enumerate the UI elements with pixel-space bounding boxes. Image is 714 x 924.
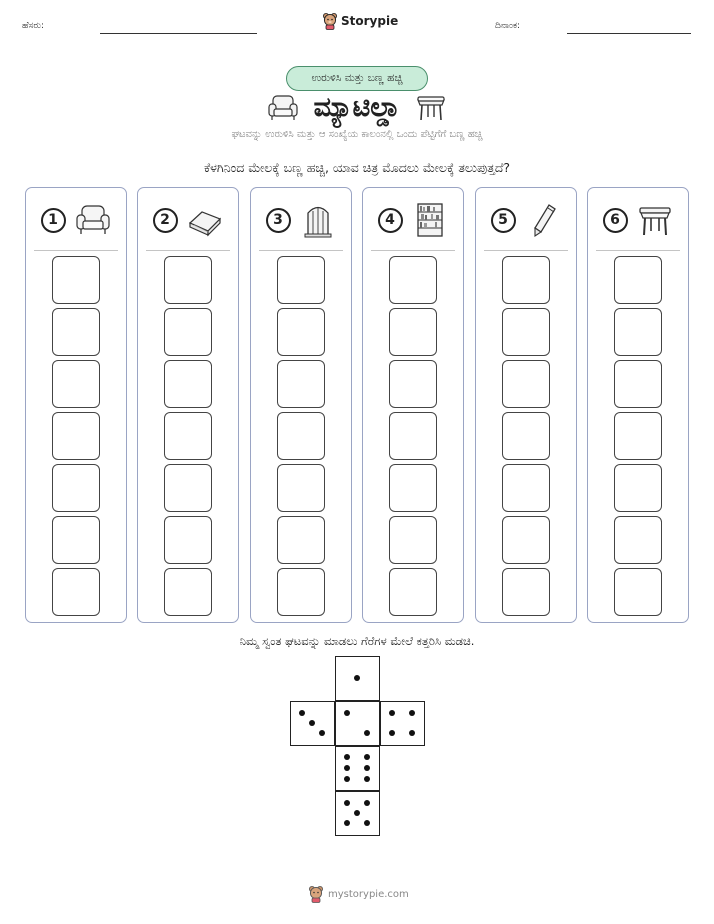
page-title: ಮ್ಯಾಟಿಲ್ಡಾ [313,92,401,123]
column-4 [362,187,464,623]
color-box[interactable] [389,464,437,512]
column-number: 6 [603,208,628,233]
name-line[interactable] [100,33,257,34]
die-face-2[interactable] [335,701,380,746]
color-box[interactable] [614,412,662,460]
color-box[interactable] [389,568,437,616]
brand-name: Storypie [341,14,399,28]
color-box[interactable] [389,516,437,564]
color-box[interactable] [164,464,212,512]
date-line[interactable] [567,33,691,34]
die-face-4[interactable] [380,701,425,746]
column-number: 2 [153,208,178,233]
color-box[interactable] [389,360,437,408]
column-divider [596,250,680,251]
stool-icon [636,201,674,239]
column-5 [475,187,577,623]
color-box[interactable] [614,256,662,304]
die-face-1[interactable] [335,656,380,701]
color-box[interactable] [614,360,662,408]
color-box[interactable] [277,568,325,616]
color-box[interactable] [164,360,212,408]
color-box[interactable] [164,256,212,304]
color-box[interactable] [277,256,325,304]
column-divider [146,250,230,251]
footer [308,885,409,903]
color-box[interactable] [502,464,550,512]
column-header [588,200,688,240]
pip [364,754,370,760]
pip [409,710,415,716]
color-box[interactable] [502,360,550,408]
color-box[interactable] [614,308,662,356]
column-divider [484,250,568,251]
pip [354,675,360,681]
pip [389,730,395,736]
pip [364,820,370,826]
color-box[interactable] [164,568,212,616]
color-box[interactable] [277,360,325,408]
pip [364,730,370,736]
pip [309,720,315,726]
stool-icon [414,93,448,123]
color-box[interactable] [52,412,100,460]
color-box[interactable] [502,412,550,460]
die-face-3[interactable] [290,701,335,746]
date-label: ದಿನಾಂಕ: [495,21,521,31]
column-header [26,200,126,240]
pip [344,776,350,782]
color-box[interactable] [164,412,212,460]
color-box[interactable] [52,464,100,512]
column-header [251,200,351,240]
pip [344,710,350,716]
name-label: ಹೆಸರು: [22,21,45,31]
pip [344,754,350,760]
color-box[interactable] [614,464,662,512]
color-box[interactable] [277,516,325,564]
cut-instruction: ನಿಮ್ಮ ಸ್ವಂತ ಘಟವನ್ನು ಮಾಡಲು ಗೆರೆಗಳ ಮೇಲೆ ಕತ್ತರಿಸಿ ಮಡಚಿ. [239,634,475,648]
title-row [0,90,714,126]
color-box[interactable] [52,568,100,616]
color-box[interactable] [52,256,100,304]
door-icon [299,201,337,239]
column-divider [371,250,455,251]
armchair-icon [266,93,300,123]
pip [409,730,415,736]
column-header [138,200,238,240]
color-box[interactable] [164,308,212,356]
color-box[interactable] [277,308,325,356]
color-box[interactable] [502,256,550,304]
pip [344,820,350,826]
subtitle: ಘಟವನ್ನು ಉರುಳಿಸಿ ಮತ್ತು ಆ ಸಂಖ್ಯೆಯ ಕಾಲಂನಲ್ಲಿ ಒಂದು ಪೆಟ್ಟಿಗೆಗೆ ಬಣ್ಣ ಹಚ್ಚಿ [231,129,483,140]
bookshelf-icon [411,201,449,239]
color-box[interactable] [164,516,212,564]
color-box[interactable] [52,308,100,356]
color-box[interactable] [277,464,325,512]
pip [364,800,370,806]
pencil-icon [524,201,562,239]
column-3 [250,187,352,623]
column-number: 3 [266,208,291,233]
column-divider [259,250,343,251]
column-number: 5 [491,208,516,233]
pip [354,810,360,816]
color-box[interactable] [52,516,100,564]
pip [389,710,395,716]
color-box[interactable] [502,516,550,564]
pip [344,765,350,771]
column-2 [137,187,239,623]
question-text: ಕೆಳಗಿನಿಂದ ಮೇಲಕ್ಕೆ ಬಣ್ಣ ಹಚ್ಚಿ, ಯಾವ ಚಿತ್ರ ಮೊದಲು ಮೇಲಕ್ಕೆ ತಲುಪುತ್ತದೆ? [203,160,511,175]
die-face-5[interactable] [335,791,380,836]
column-6 [587,187,689,623]
color-box[interactable] [389,412,437,460]
pip [299,710,305,716]
pip [364,765,370,771]
column-number: 4 [378,208,403,233]
color-box[interactable] [389,256,437,304]
bear-mascot-icon [308,885,324,903]
footer-url[interactable]: mystorypie.com [328,888,409,900]
color-box[interactable] [502,308,550,356]
activity-tag [286,66,428,91]
activity-tag-label: ಉರುಳಿಸಿ ಮತ್ತು ಬಣ್ಣ ಹಚ್ಚಿ [311,72,403,84]
color-box[interactable] [614,516,662,564]
book-icon [186,201,224,239]
bear-mascot-icon [322,12,338,30]
color-box[interactable] [614,568,662,616]
column-header [363,200,463,240]
die-face-6[interactable] [335,746,380,791]
brand-logo [322,12,398,30]
column-header [476,200,576,240]
column-divider [34,250,118,251]
color-box[interactable] [502,568,550,616]
column-number: 1 [41,208,66,233]
armchair-icon [74,201,112,239]
pip [319,730,325,736]
color-box[interactable] [52,360,100,408]
pip [344,800,350,806]
color-box[interactable] [277,412,325,460]
pip [364,776,370,782]
column-1 [25,187,127,623]
color-box[interactable] [389,308,437,356]
